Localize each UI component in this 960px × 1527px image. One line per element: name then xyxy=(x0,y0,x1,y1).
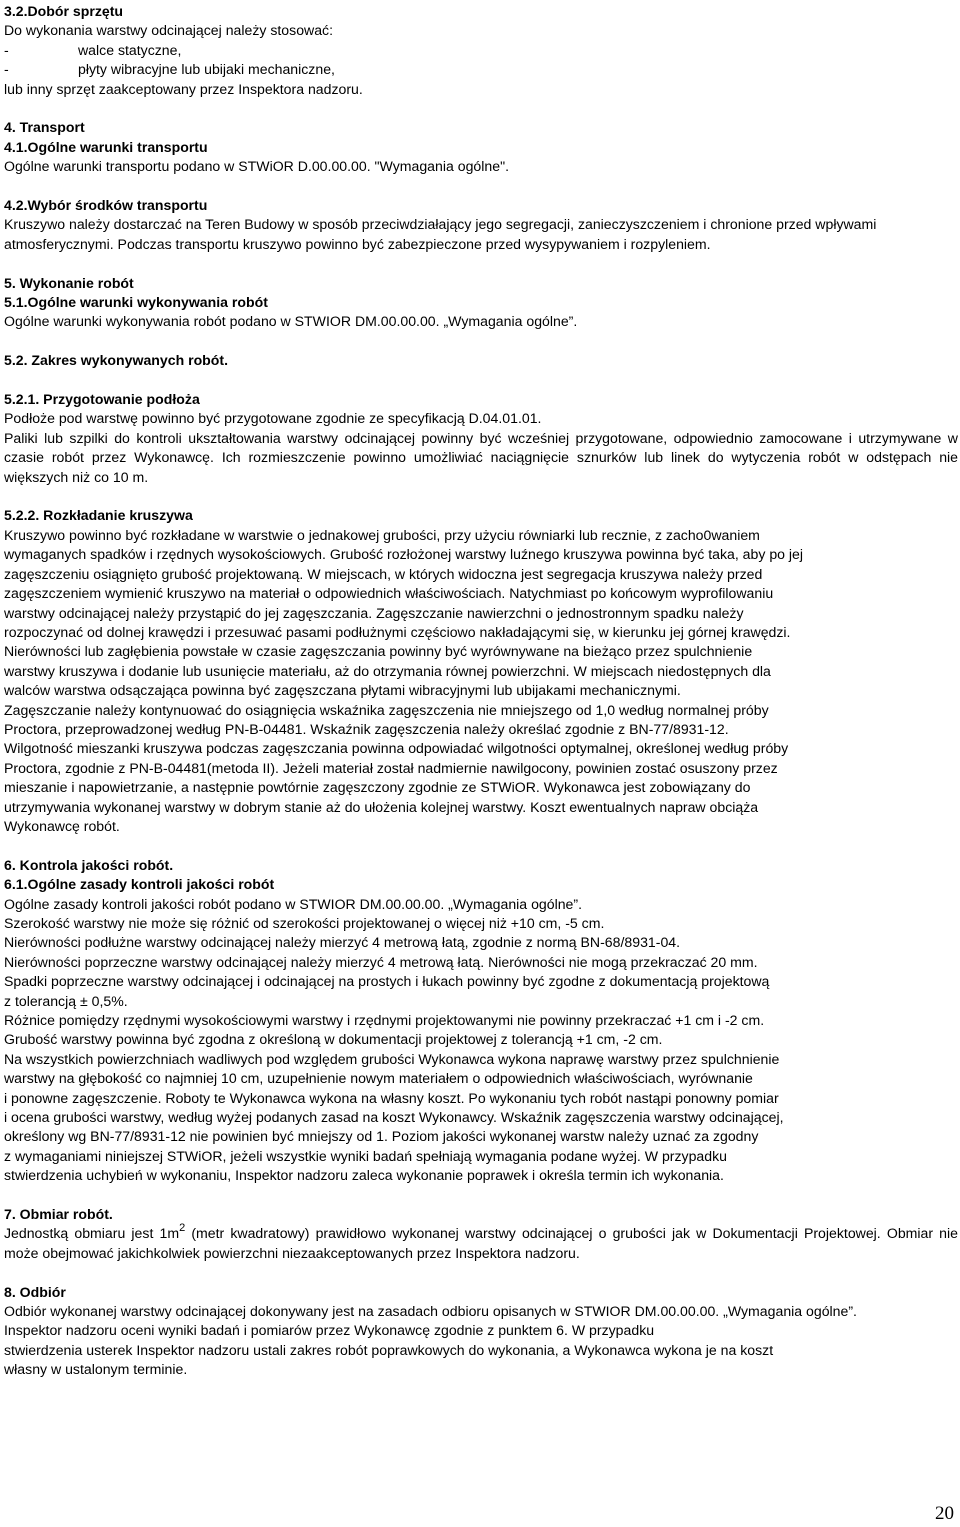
section-4-2-heading: 4.2.Wybór środków transportu xyxy=(4,197,208,214)
section-5-2-1-heading: 5.2.1. Przygotowanie podłoża xyxy=(4,391,200,408)
text-line: Nierówności lub zagłębienia powstałe w czasie zagęszczania powinny być wyrównywane na bieżąco przez spulchnienie xyxy=(4,643,753,660)
section-7-text-after: (metr kwadratowy) prawidłowo wykonanej warstwy odcinającej o grubości jak w Dokumentacji Projektowej. Obmiar nie może obejmować jakichkolwiek powierzchni niezaakceptowanych przez Inspektora nadzoru. xyxy=(4,1225,958,1261)
text-line: stwierdzenia uchybień w wykonaniu, Inspektor nadzoru zaleca wykonanie poprawek i określa termin ich wykonania. xyxy=(4,1167,724,1184)
text-line: utrzymywania wykonanej warstwy w dobrym stanie aż do ułożenia kolejnej warstwy. Koszt ewentualnych napraw obciąża xyxy=(4,798,759,815)
section-7-text xyxy=(4,1221,958,1263)
section-6-1-body xyxy=(4,895,958,1186)
section-5-2-2-body xyxy=(4,526,958,837)
text-line: warstwy kruszywa i dodanie lub usunięcie materiału, aż do otrzymania równej powierzchni. W miejscach niedostępnych dla xyxy=(4,662,771,679)
text-line: zagęszczeniu osiągnięto grubość projektowaną. W miejscach, w których widoczna jest segregacja kruszywa należy przed xyxy=(4,565,763,582)
text-line: Proctora, zgodnie z PN-B-04481(metoda II). Jeżeli materiał został nadmiernie nawilgocony, powinien zostać osuszony przez xyxy=(4,759,778,776)
text-line: własny w ustalonym terminie. xyxy=(4,1361,188,1378)
document-page xyxy=(4,2,958,1380)
list-item-text: płyty wibracyjne lub ubijaki mechaniczne, xyxy=(78,61,335,78)
text-line: stwierdzenia usterek Inspektor nadzoru ustali zakres robót poprawkowych do wykonania, a Wykonawca wykona je na koszt xyxy=(4,1341,774,1358)
text-line: Proctora, przeprowadzonej według PN-B-04481. Wskaźnik zagęszczenia należy określać zgodnie z BN-77/8931-12. xyxy=(4,720,729,737)
list-item-text: walce statyczne, xyxy=(78,41,182,58)
text-line: wymaganych spadków i rzędnych wysokościowych. Grubość rozłożonej warstwy luźnego kruszywa powinna być taka, aby po jej xyxy=(4,546,804,563)
section-4-1-heading: 4.1.Ogólne warunki transportu xyxy=(4,138,208,155)
section-4-2-text: Kruszywo należy dostarczać na Teren Budowy w sposób przeciwdziałający jego segregacji, zanieczyszczeniem i chronione przed wpływami atmosferycznymi. Podczas transportu kruszywo powinno być zabezpieczone przed wysypywaniem i rozpyleniem. xyxy=(4,216,877,252)
section-6-heading: 6. Kontrola jakości robót. xyxy=(4,856,174,873)
text-line: warstwy odcinającej należy przystąpić do jej zagęszczania. Zagęszczanie nawierzchni o jednostronnym spadku należy xyxy=(4,604,744,621)
section-3-2-heading: 3.2.Dobór sprzętu xyxy=(4,3,124,19)
text-line: Grubość warstwy powinna być zgodna z określoną w dokumentacji projektowej z tolerancją +1 cm, -2 cm. xyxy=(4,1031,663,1048)
list-dash: - xyxy=(4,41,9,58)
list-item xyxy=(4,60,958,79)
text-line: Ogólne zasady kontroli jakości robót podano w STWIOR DM.00.00.00. „Wymagania ogólne”. xyxy=(4,895,582,912)
section-8-heading: 8. Odbiór xyxy=(4,1283,66,1300)
section-7-text-before: Jednostką obmiaru jest 1m xyxy=(4,1225,180,1242)
text-line: Kruszywo powinno być rozkładane w warstwie o jednakowej grubości, przy użyciu równiarki lub recznie, z zacho0waniem xyxy=(4,526,760,543)
section-5-2-2-heading: 5.2.2. Rozkładanie kruszywa xyxy=(4,507,193,524)
text-line: z tolerancją ± 0,5%. xyxy=(4,992,128,1009)
section-7-heading: 7. Obmiar robót. xyxy=(4,1206,113,1223)
text-line: mieszanie i napowietrzanie, a następnie powtórnie zagęszczony zgodnie ze STWiOR. Wykonawca jest zobowiązany do xyxy=(4,779,751,796)
text-line: warstwy na głębokość co najmniej 10 cm, uzupełnienie nowym materiałem o odpowiednich właściwościach, wyrównanie xyxy=(4,1070,753,1087)
text-line: rozpoczynać od dolnej krawędzi i przesuwać pasami podłużnymi częściowo nakładającymi się, w kierunku jej górnej krawędzi. xyxy=(4,623,791,640)
text-line: Różnice pomiędzy rzędnymi wysokościowymi warstwy i rzędnymi projektowanymi nie powinny przekraczać +1 cm i -2 cm. xyxy=(4,1012,765,1029)
section-5-2-heading: 5.2. Zakres wykonywanych robót. xyxy=(4,352,229,369)
text-line: Wykonawcę robót. xyxy=(4,817,120,834)
superscript-2: 2 xyxy=(179,1221,186,1234)
section-5-2-1-line2: Paliki lub szpilki do kontroli ukształtowania warstwy odcinającej powinny być wcześniej przygotowane, odpowiednio zamocowane i utrzymywane w czasie robót przez Wykonawcę. Ich rozmieszczenie powinno umożliwiać naciągnięcie sznurków lub linek do wytyczenia robót w odstępach nie większych niż co 10 m. xyxy=(4,429,958,485)
text-line: Nierówności poprzeczne warstwy odcinającej należy mierzyć 4 metrową łatą. Nierówności nie mogą przekraczać 20 mm. xyxy=(4,953,758,970)
text-line: Spadki poprzeczne warstwy odcinającej i odcinającej na prostych i łukach powinny być zgodne z dokumentacją projektową xyxy=(4,973,770,990)
text-line: Szerokość warstwy nie może się różnić od szerokości projektowanej o więcej niż +10 cm, -5 cm. xyxy=(4,914,605,931)
page-number: 20 xyxy=(935,1503,954,1524)
text-line: i ocena grubości warstwy, według wyżej podanych zasad na koszt Wykonawcy. Wskaźnik zagęszczenia warstwy odcinającej, xyxy=(4,1109,784,1126)
section-4-heading: 4. Transport xyxy=(4,119,85,136)
section-5-1-text: Ogólne warunki wykonywania robót podano w STWIOR DM.00.00.00. „Wymagania ogólne”. xyxy=(4,313,578,330)
text-line: z wymaganiami niniejszej STWiOR, jeżeli wszystkie wyniki badań spełniają wymagania podane wyżej. W przypadku xyxy=(4,1147,727,1164)
text-line: Nierówności podłużne warstwy odcinającej należy mierzyć 4 metrową łatą, zgodnie z normą BN-68/8931-04. xyxy=(4,934,681,951)
section-5-heading: 5. Wykonanie robót xyxy=(4,274,134,291)
text-line: i ponowne zagęszczenie. Roboty te Wykonawca wykona na własny koszt. Po wykonaniu tych robót nastąpi ponowny pomiar xyxy=(4,1089,779,1106)
list-item xyxy=(4,41,958,60)
section-4-1-text: Ogólne warunki transportu podano w STWiOR D.00.00.00. "Wymagania ogólne". xyxy=(4,158,509,175)
section-5-1-heading: 5.1.Ogólne warunki wykonywania robót xyxy=(4,294,268,311)
text-line: walców warstwa odsączająca powinna być zagęszczana płytami wibracyjnymi lub ubijakami mechanicznymi. xyxy=(4,682,681,699)
text-line: Na wszystkich powierzchniach wadliwych pod względem grubości Wykonawca wykona naprawę warstwy przez spulchnienie xyxy=(4,1050,780,1067)
section-8-text1: Odbiór wykonanej warstwy odcinającej dokonywany jest na zasadach odbioru opisanych w STWIOR DM.00.00.00. „Wymagania ogólne”. xyxy=(4,1303,857,1320)
section-3-2-tail: lub inny sprzęt zaakceptowany przez Inspektora nadzoru. xyxy=(4,80,363,97)
text-line: Zagęszczanie należy kontynuować do osiągnięcia wskaźnika zagęszczenia nie mniejszego od 1,0 według normalnej próby xyxy=(4,701,769,718)
text-line: określony wg BN-77/8931-12 nie powinien być mniejszy od 1. Poziom jakości wykonanej warstw należy uznać za zgodny xyxy=(4,1128,759,1145)
section-3-2-intro: Do wykonania warstwy odcinającej należy stosować: xyxy=(4,22,334,39)
list-dash: - xyxy=(4,61,9,78)
section-6-1-heading: 6.1.Ogólne zasady kontroli jakości robót xyxy=(4,876,275,893)
text-line: Wilgotność mieszanki kruszywa podczas zagęszczania powinna odpowiadać wilgotności optymalnej, określonej według próby xyxy=(4,740,789,757)
text-line: Inspektor nadzoru oceni wyniki badań i pomiarów przez Wykonawcę zgodnie z punktem 6. W przypadku xyxy=(4,1322,655,1339)
text-line: zagęszczeniem wymienić kruszywo na materiał o odpowiednich właściwościach. Natychmiast po końcowym wyprofilowaniu xyxy=(4,585,774,602)
section-5-2-1-line1: Podłoże pod warstwę powinno być przygotowane zgodnie ze specyfikacją D.04.01.01. xyxy=(4,410,542,427)
